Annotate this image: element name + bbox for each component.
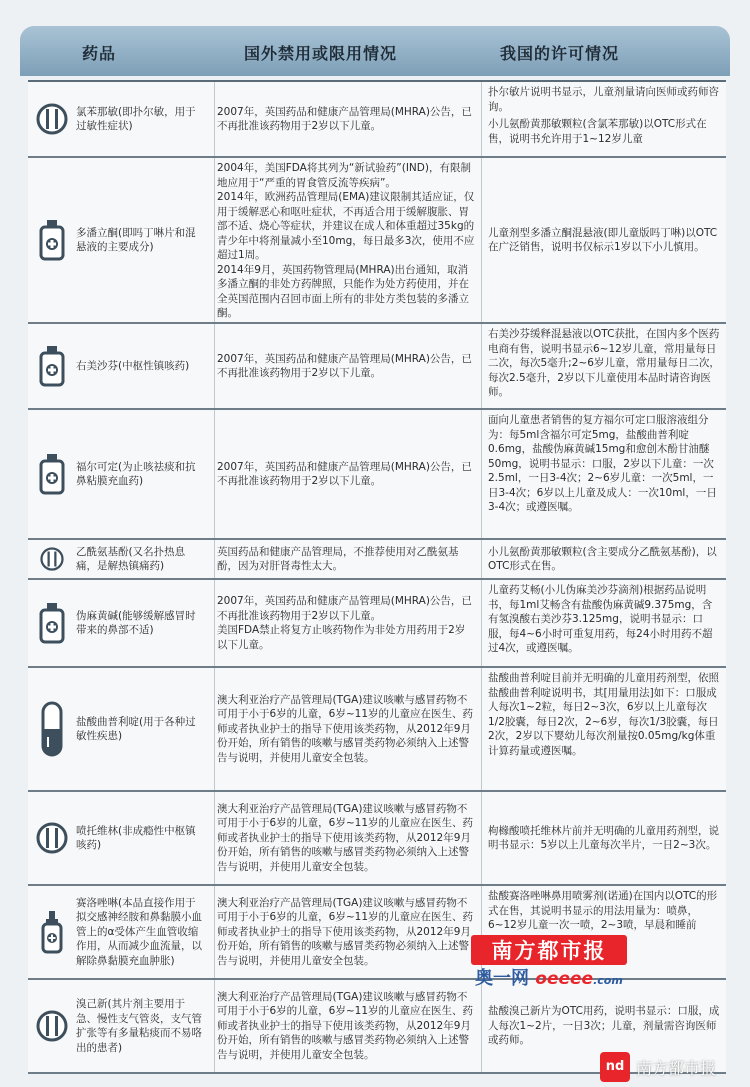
china-status: [481, 82, 726, 156]
header-china: 我国的许可情况: [500, 44, 620, 63]
round-tablet-icon: [28, 792, 76, 884]
table-row: [28, 324, 726, 410]
china-text: 盐酸曲普利啶目前并无明确的儿童用药剂型，依照盐酸曲普利啶说明书，其[用量用法]如下：口服成人每次1~2粒，每日2~3次，6岁以上儿童每次1/2胶囊，每日2次，2~6岁，每次1/3胶囊，每日2次，2岁以下婴幼儿每次剂量按0.05mg/kg体重计算药量或遵医嘱。: [488, 672, 719, 757]
drug-name: 伪麻黄碱(能够缓解感冒时带来的鼻部不适): [76, 609, 196, 636]
foreign-status: [214, 886, 481, 978]
foreign-status: [214, 580, 481, 666]
foreign-text: 2007年，英国药品和健康产品管理局(MHRA)公告，已不再批准该药物用于2岁以下儿童。: [217, 595, 472, 622]
site-prefix: 奥一网: [475, 968, 529, 989]
corner-text: 南方都市报: [636, 1058, 717, 1078]
round-tablet-icon: [28, 980, 76, 1072]
china-text: 枸橼酸喷托维林片前并无明确的儿童用药剂型，说明书显示：5岁以上儿童每次半片，一日2~3次。: [488, 824, 719, 851]
drug-name: 溴己新(其片剂主要用于急、慢性支气管炎，支气管扩张等有多量粘痰而不易咯出的患者): [76, 998, 202, 1054]
round-tablet-icon: [28, 540, 76, 578]
foreign-text: 2014年9月，英国药物管理局(MHRA)出台通知，取消多潘立酮的非处方药牌照，只能作为处方药使用，并在全英国范围内召回市面上所有的非处方类包装的多潘立酮。: [217, 263, 469, 319]
china-status: [481, 668, 726, 790]
drug-name: 喷托维林(非成瘾性中枢镇咳药): [76, 824, 196, 851]
corner-watermark: [600, 1052, 716, 1082]
table-row: [28, 410, 726, 540]
foreign-status: [214, 540, 481, 578]
china-text: 盐酸溴己新片为OTC用药，说明书显示：口服，成人每次1~2片，一日3次；儿童，剂量需咨询医师或药师。: [488, 1005, 720, 1047]
newspaper-logo-icon: nd: [600, 1052, 630, 1082]
bottle-icon: [28, 158, 76, 322]
china-text: 右美沙芬缓释混悬液以OTC获批，在国内多个医药电商有售，说明书显示6~12岁儿童，常用量每日二次，每次5毫升;2~6岁儿童，常用量每日二次，每次2.5毫升，2岁以下儿童使用本品时请咨询医师。: [488, 328, 720, 398]
website-watermark: [475, 964, 623, 990]
foreign-text: 2007年，英国药品和健康产品管理局(MHRA)公告，已不再批准该药物用于2岁以下儿童。: [217, 352, 472, 379]
table-row: [28, 540, 726, 580]
newspaper-watermark: [471, 935, 627, 965]
table-row: [28, 158, 726, 324]
watermark-text: 南方都市报: [491, 939, 607, 963]
round-tablet-icon: [28, 82, 76, 156]
header-foreign: 国外禁用或限用情况: [244, 44, 398, 63]
table-row: [28, 580, 726, 668]
foreign-status: [214, 82, 481, 156]
bottle-icon: [28, 324, 76, 408]
bottle-icon: [28, 410, 76, 538]
drug-name: 氯苯那敏(即扑尔敏，用于过敏性症状): [76, 105, 196, 132]
china-status: [481, 580, 726, 666]
foreign-status: [214, 324, 481, 408]
foreign-status: [214, 792, 481, 884]
china-text: 儿童剂型多潘立酮混悬液(即儿童版吗丁啉)以OTC在广泛销售，说明书仅标示1岁以下小儿慎用。: [488, 226, 718, 253]
spray-icon: [28, 886, 76, 978]
china-text: 小儿氨酚黄那敏颗粒(含主要成分乙酰氨基酚)，以OTC形式在售。: [488, 545, 717, 572]
table-row: [28, 792, 726, 886]
foreign-status: [214, 410, 481, 538]
china-status: [481, 410, 726, 538]
table-row: [28, 668, 726, 792]
foreign-text: 澳大利亚治疗产品管理局(TGA)建议咳嗽与感冒药物不可用于小于6岁的儿童，6岁~11岁的儿童应在医生、药师或者执业护士的指导下使用该类药物，从2012年9月份开始，所有销售的咳嗽与感冒类药物必须纳入上述警告与说明，并使用儿童安全包装。: [217, 693, 474, 764]
china-text: 盐酸赛洛唑啉鼻用喷雾剂(诺通)在国内以OTC的形式在售，其说明书显示的用法用量为：喷鼻，6~12岁儿童一次一喷，2~3喷，早晨和睡前: [488, 890, 718, 931]
foreign-status: [214, 668, 481, 790]
china-status: [481, 540, 726, 578]
foreign-text: 澳大利亚治疗产品管理局(TGA)建议咳嗽与感冒药物不可用于小于6岁的儿童，6岁~11岁的儿童应在医生、药师或者执业护士的指导下使用该类药物，从2012年9月份开始，所有销售的咳嗽与感冒类药物必须纳入上述警告与说明，并使用儿童安全包装。: [217, 990, 474, 1061]
foreign-text: 2007年，英国药品和健康产品管理局(MHRA)公告，已不再批准该药物用于2岁以下儿童。: [217, 460, 472, 487]
drug-name: 多潘立酮(即吗丁啉片和混悬液的主要成分): [76, 226, 196, 253]
foreign-text: 英国药品和健康产品管理局，不推荐使用对乙酰氨基酚，因为对肝肾毒性太大。: [217, 545, 459, 572]
table-header: [20, 26, 730, 76]
china-status: [481, 158, 726, 322]
foreign-status: [214, 980, 481, 1072]
drug-name: 福尔可定(为止咳祛痰和抗鼻粘膜充血药): [76, 460, 196, 487]
china-status: [481, 324, 726, 408]
table-row: [28, 82, 726, 158]
foreign-status: [214, 158, 481, 322]
bottle-icon: [28, 580, 76, 666]
drug-name: 右美沙芬(中枢性镇咳药): [76, 359, 190, 372]
china-status: [481, 792, 726, 884]
china-text: 面向儿童患者销售的复方福尔可定口服溶液组分为：每5ml含福尔可定5mg，盐酸曲普利啶0.6mg，盐酸伪麻黄碱15mg和愈创木酚甘油醚50mg，说明书显示：口服，2岁以下儿童：一次2.5ml，一日3-4次；2~6岁儿童：一次5ml，一日3-4次；6岁以上儿童及成人：一次10ml，一日3-4次；或遵医嘱。: [488, 414, 717, 513]
foreign-text: 2007年，英国药品和健康产品管理局(MHRA)公告，已不再批准该药物用于2岁以下儿童。: [217, 105, 472, 132]
site-tld: .com: [593, 974, 623, 987]
china-text: 扑尔敏片说明书显示，儿童剂量请向医师或药师咨询。: [488, 86, 719, 113]
foreign-text: 2004年，美国FDA将其列为“新试验药”(IND)，有限制地应用于“严重的胃食管反流等疾病”。: [217, 162, 471, 189]
china-text: 儿童药艾畅(小儿伪麻美沙芬滴剂)根据药品说明书，每1ml艾畅含有盐酸伪麻黄碱9.375mg，含有氢溴酸右美沙芬3.125mg，说明书显示：口服，每4~6小时可重复用药，每24小时用药不超过4次，或遵医嘱。: [488, 584, 713, 654]
foreign-text: 美国FDA禁止将复方止咳药物作为非处方用药用于2岁以下儿童。: [217, 624, 466, 651]
site-domain: oeeee: [535, 969, 594, 989]
drug-name: 盐酸曲普利啶(用于各种过敏性疾患): [76, 715, 196, 742]
foreign-text: 澳大利亚治疗产品管理局(TGA)建议咳嗽与感冒药物不可用于小于6岁的儿童，6岁~11岁的儿童应在医生、药师或者执业护士的指导下使用该类药物，从2012年9月份开始，所有销售的咳嗽与感冒类药物必须纳入上述警告与说明，并使用儿童安全包装。: [217, 896, 474, 967]
foreign-text: 澳大利亚治疗产品管理局(TGA)建议咳嗽与感冒药物不可用于小于6岁的儿童，6岁~11岁的儿童应在医生、药师或者执业护士的指导下使用该类药物，从2012年9月份开始，所有销售的咳嗽与感冒类药物必须纳入上述警告与说明，并使用儿童安全包装。: [217, 802, 474, 873]
capsule-icon: [28, 668, 76, 790]
header-drug: 药品: [82, 44, 117, 63]
china-text: 小儿氨酚黄那敏颗粒(含氯苯那敏)以OTC形式在售，说明书允许用于1~12岁儿童: [488, 118, 707, 145]
drug-name: 乙酰氨基酚(又名扑热息痛，是解热镇痛药): [76, 545, 186, 572]
foreign-text: 2014年，欧洲药品管理局(EMA)建议限制其适应证，仅用于缓解恶心和呕吐症状，不再适合用于缓解腹胀、胃部不适、烧心等症状，并建议在成人和体重超过35kg的青少年中将剂量减小至10mg，每日最多3次，使用不应超过1周。: [217, 191, 475, 261]
drug-table: [28, 80, 726, 1074]
drug-name: 赛洛唑啉(本品直接作用于拟交感神经胺和鼻黏膜小血管上的α受体产生血管收缩作用，从而减少血流量，以解除鼻黏膜充血肿胀): [76, 896, 202, 967]
